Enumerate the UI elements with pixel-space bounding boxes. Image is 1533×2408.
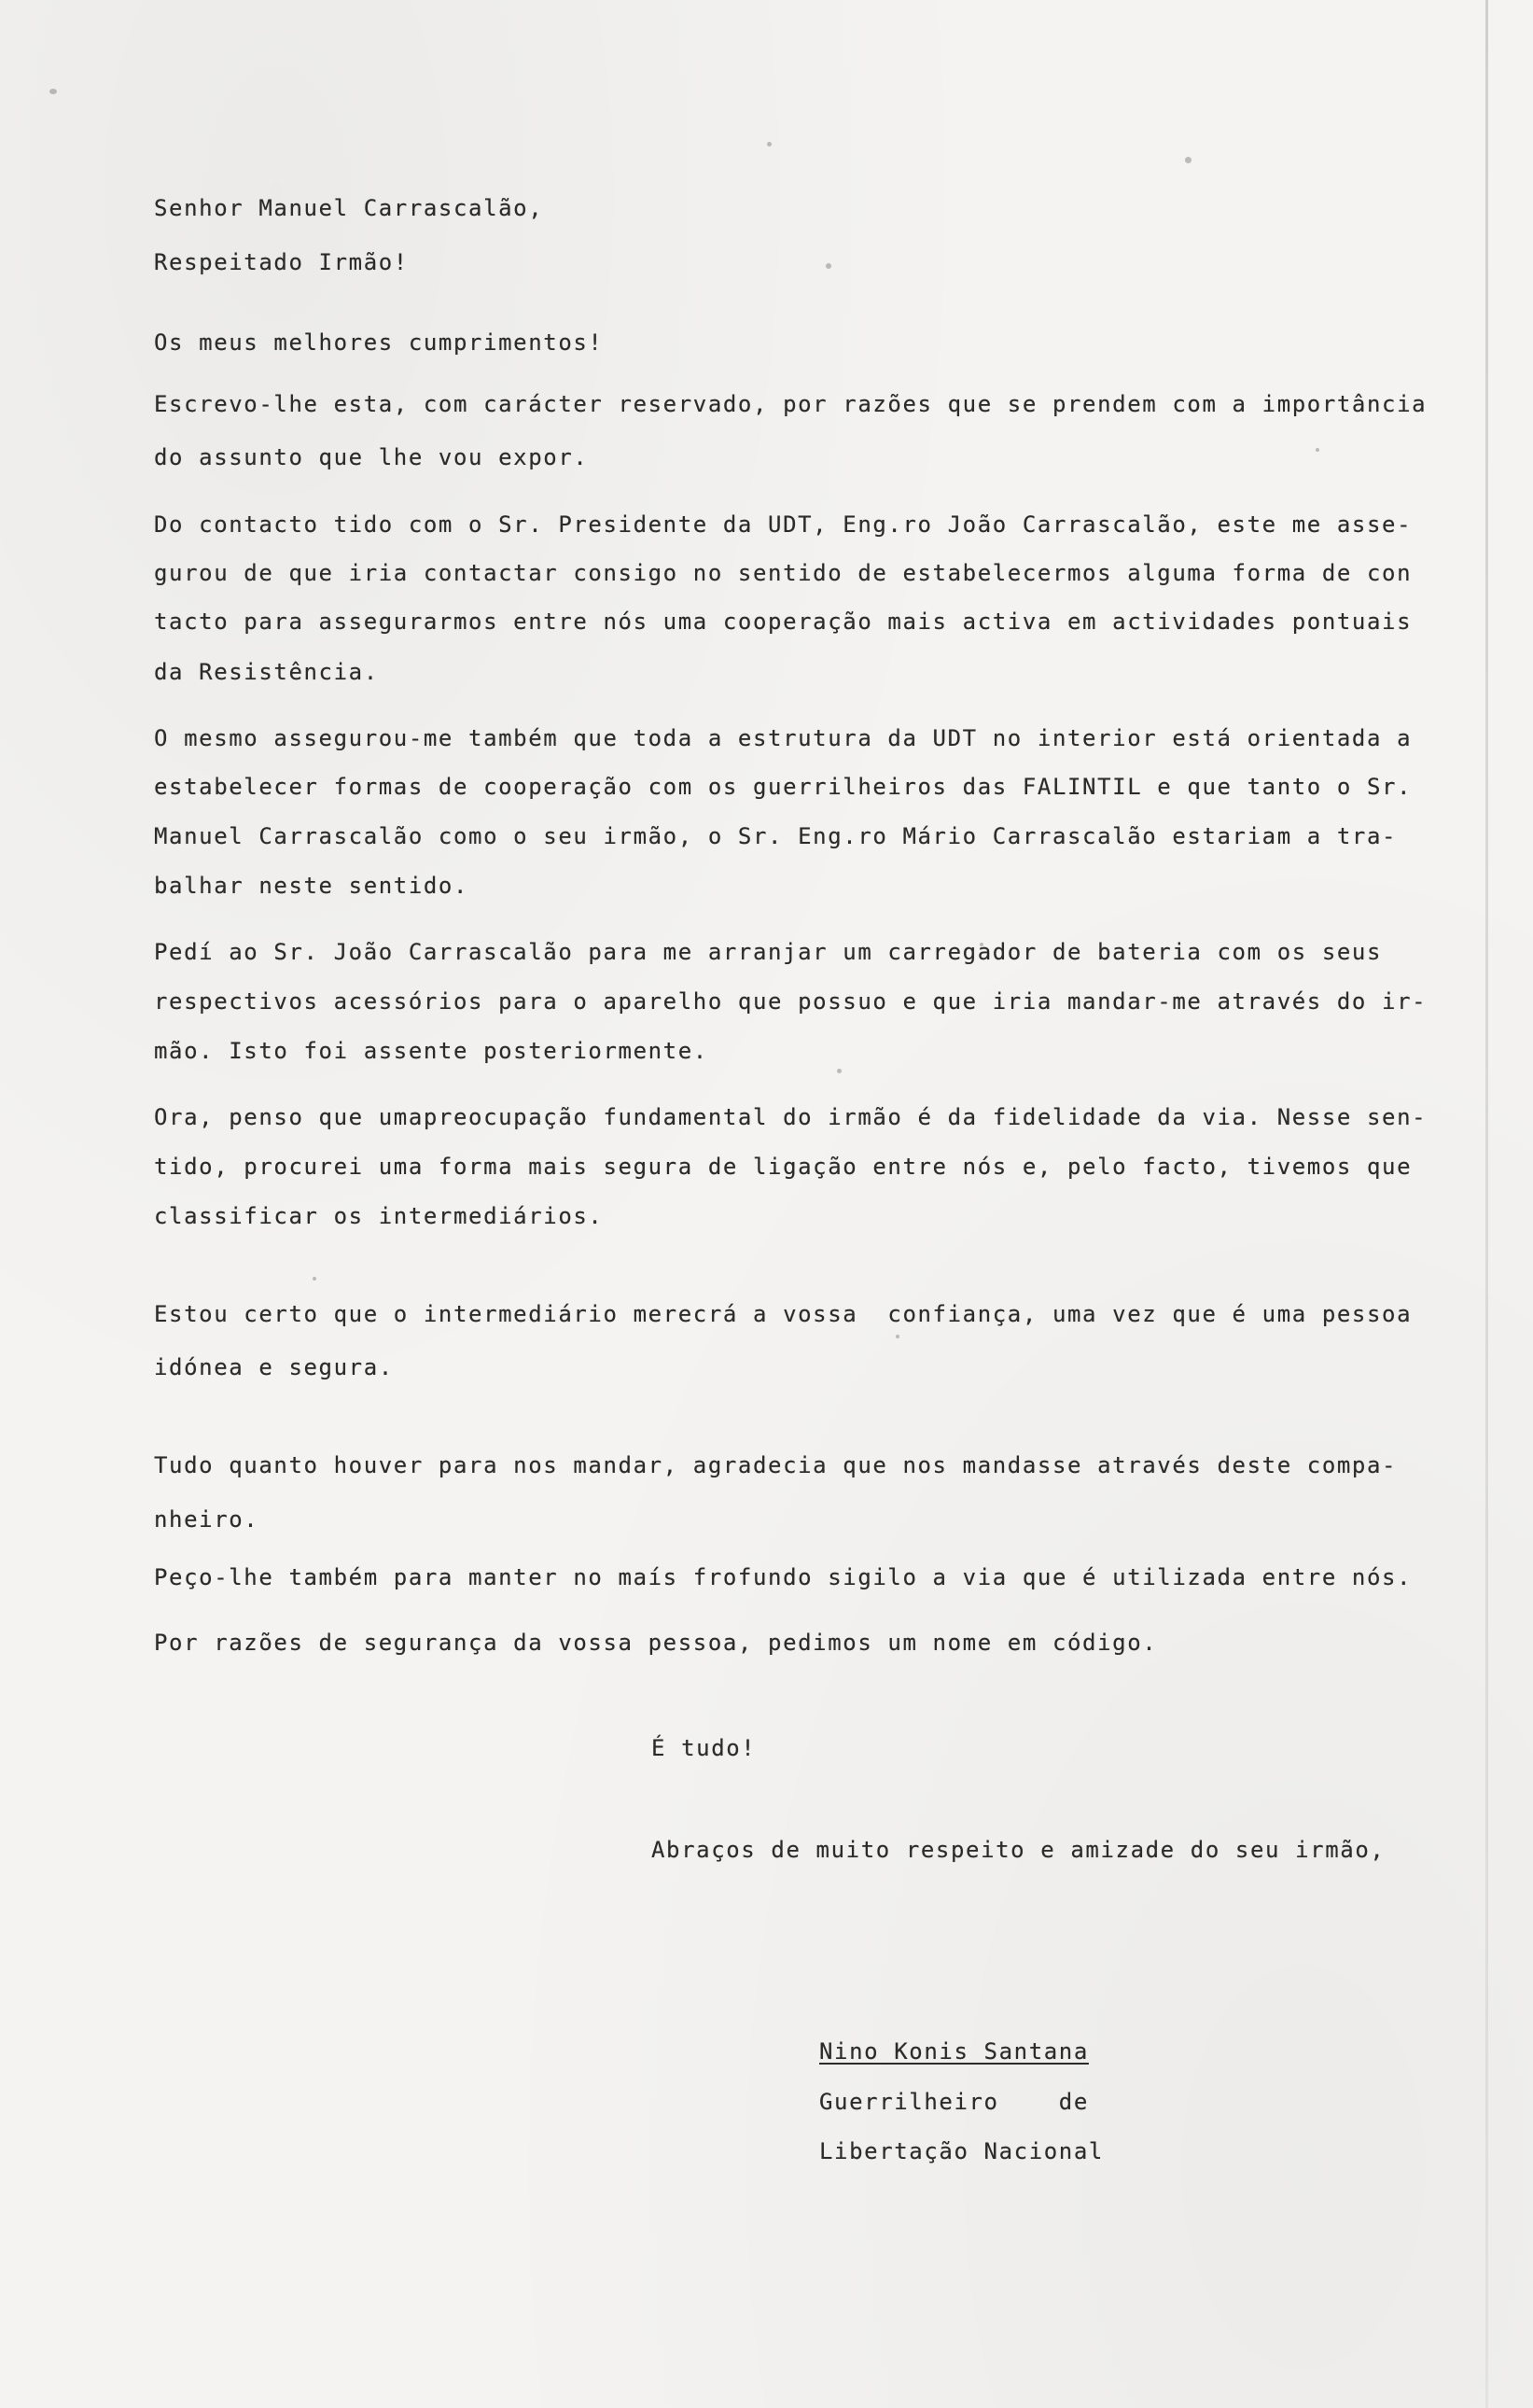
paragraph-line: classificar os intermediários.: [154, 1203, 604, 1229]
paragraph-line: estabelecer formas de cooperação com os guerrilheiros das FALINTIL e que tanto o Sr.: [154, 774, 1413, 800]
paper-speck: [1185, 157, 1192, 163]
paragraph-line: Estou certo que o intermediário merecrá a vossa confiança, uma vez que é uma pessoa: [154, 1301, 1413, 1327]
paper-speck: [1316, 448, 1319, 452]
paper-speck: [49, 89, 57, 94]
paragraph-line: Pedí ao Sr. João Carrascalão para me arranjar um carregador de bateria com os seus: [154, 939, 1383, 965]
paragraph-line: Ora, penso que umapreocupação fundamental do irmão é da fidelidade da via. Nesse sen-: [154, 1104, 1428, 1130]
paragraph-line: respectivos acessórios para o aparelho que possuo e que iria mandar-me através do ir-: [154, 988, 1428, 1015]
paragraph-line: balhar neste sentido.: [154, 873, 469, 899]
paragraph-line: Por razões de segurança da vossa pessoa, pedimos um nome em código.: [154, 1630, 1158, 1656]
paragraph-line: Do contacto tido com o Sr. Presidente da UDT, Eng.ro João Carrascalão, este me asse-: [154, 511, 1413, 538]
paper-speck: [767, 142, 772, 147]
paragraph-line: tacto para assegurarmos entre nós uma cooperação mais activa em actividades pontuais: [154, 609, 1413, 635]
signature-title: Libertação Nacional: [819, 2138, 1104, 2164]
page-edge-mark: [1485, 0, 1488, 2408]
salutation-line: Senhor Manuel Carrascalão,: [154, 195, 544, 221]
paragraph-line: Peço-lhe também para manter no maís frofundo sigilo a via que é utilizada entre nós.: [154, 1564, 1413, 1590]
paper-speck: [896, 1335, 899, 1338]
paragraph-line: gurou de que iria contactar consigo no sentido de estabelecermos alguma forma de con: [154, 560, 1413, 586]
paragraph-line: O mesmo assegurou-me também que toda a estrutura da UDT no interior está orientada a: [154, 725, 1413, 751]
signature-title: Guerrilheiro de: [819, 2089, 1089, 2115]
salutation-line: Respeitado Irmão!: [154, 249, 409, 275]
paragraph-line: tido, procurei uma forma mais segura de ligação entre nós e, pelo facto, tivemos que: [154, 1154, 1413, 1180]
paragraph-line: Escrevo-lhe esta, com carácter reservado, por razões que se prendem com a importância: [154, 391, 1428, 417]
paragraph-line: Manuel Carrascalão como o seu irmão, o Sr. Eng.ro Mário Carrascalão estariam a tra-: [154, 823, 1398, 849]
paragraph-line: do assunto que lhe vou expor.: [154, 444, 589, 470]
paper-speck: [313, 1277, 316, 1281]
paragraph-line: idónea e segura.: [154, 1354, 394, 1380]
paragraph-line: nheiro.: [154, 1506, 259, 1533]
paragraph-line: Tudo quanto houver para nos mandar, agradecia que nos mandasse através deste compa-: [154, 1452, 1398, 1478]
greeting-line: Os meus melhores cumprimentos!: [154, 329, 604, 356]
paragraph-line: mão. Isto foi assente posteriormente.: [154, 1038, 708, 1064]
paper-speck: [826, 263, 831, 269]
paragraph-line: da Resistência.: [154, 659, 379, 685]
closing-line: É tudo!: [651, 1735, 757, 1761]
closing-line: Abraços de muito respeito e amizade do seu irmão,: [651, 1837, 1386, 1863]
signature-name: Nino Konis Santana: [819, 2038, 1089, 2065]
paper-speck: [837, 1069, 842, 1073]
